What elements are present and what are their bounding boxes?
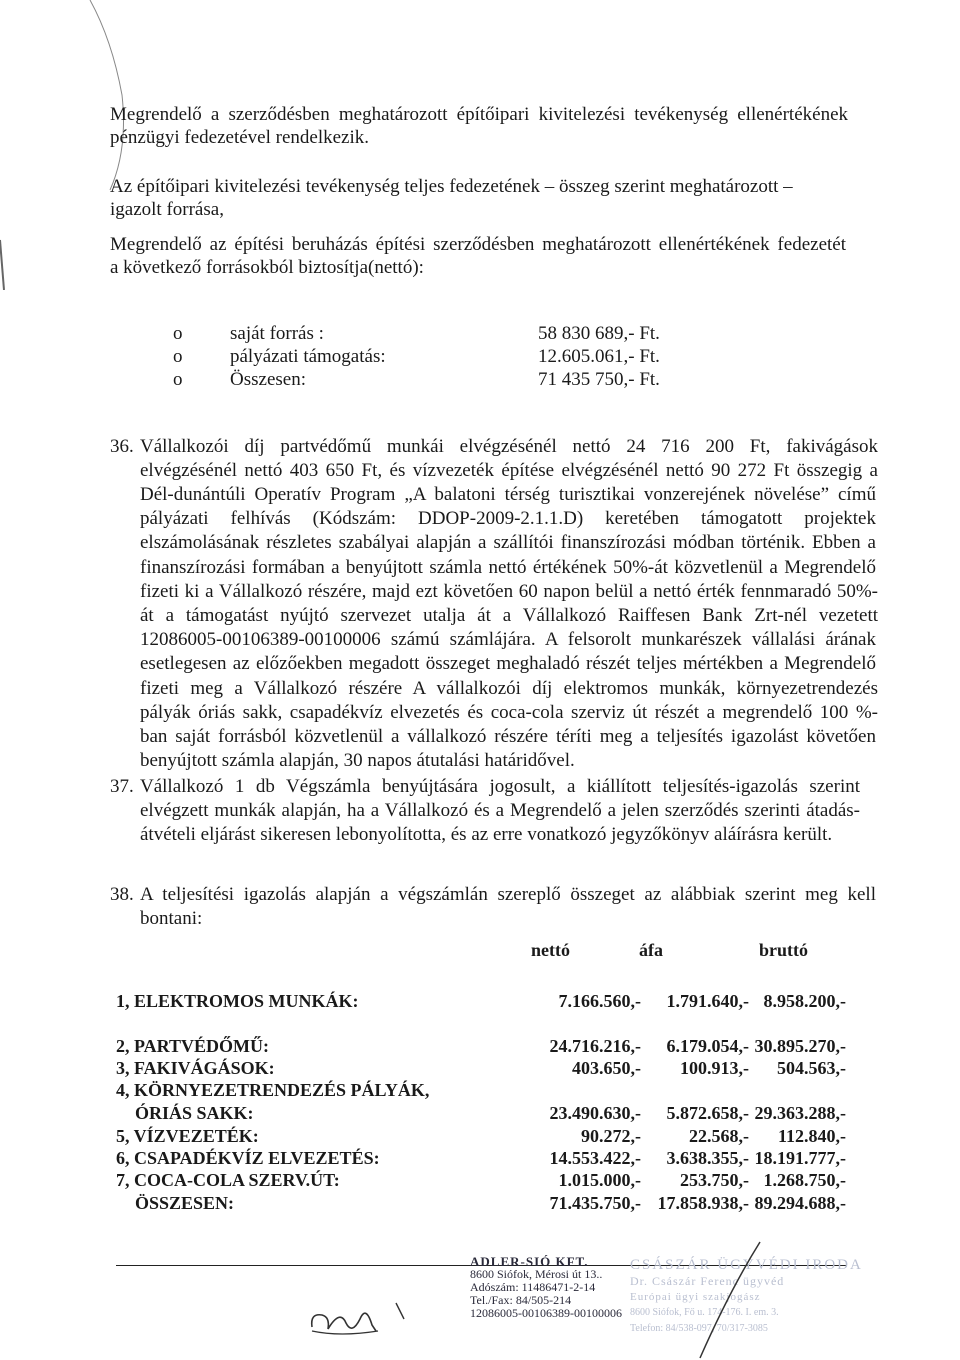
paragraph-line: bontani: [140, 908, 203, 929]
stamp-company-name: ADLER-SIÓ KFT. [470, 1254, 589, 1269]
cell-net: 90.272,- [581, 1126, 641, 1146]
paragraph-line: fizeti meg a Vállalkozó részére A vállalkozói díj elektromos munkák, környezetrendezés [140, 678, 878, 699]
paragraph-line: 12086005-00106389-00100006 számú számlájára. A felsorolt munkarészek vállalási árának [140, 629, 876, 650]
row-label: 5, VÍZVEZETÉK: [116, 1126, 259, 1146]
table-row [116, 1147, 846, 1169]
cell-vat: 100.913,- [680, 1058, 749, 1078]
row-label: ÓRIÁS SAKK: [135, 1103, 254, 1123]
cell-gross: 504.563,- [777, 1058, 846, 1078]
table-row [116, 1169, 846, 1191]
paragraph-line: Dél-dunántúli Operatív Program „A balatoni térség turisztikai vonzerejének növelése” című [140, 484, 876, 505]
paragraph-line: benyújtott számla alapján, 30 napos átutalási határidővel. [140, 750, 575, 771]
cell-net: 1.015.000,- [558, 1170, 641, 1190]
intro-line-3: Az építőipari kivitelezési tevékenység teljes fedezetének – összeg szerint meghatározott – [110, 176, 793, 197]
table-row [116, 990, 846, 1012]
cell-gross: 1.268.750,- [763, 1170, 846, 1190]
table-row [116, 1102, 846, 1124]
intro-line-5: Megrendelő az építési beruházás építési szerződésben meghatározott ellenértékének fedezetét [110, 234, 846, 255]
table-row [116, 1057, 846, 1079]
intro-line-2: pénzügyi fedezetével rendelkezik. [110, 127, 369, 148]
source-value: 71 435 750,- Ft. [538, 369, 660, 390]
table-total-row [116, 1192, 846, 1214]
row-label: 3, FAKIVÁGÁSOK: [116, 1058, 275, 1078]
bullet-icon: o [173, 369, 183, 390]
header-net: nettó [531, 940, 570, 960]
cell-vat: 6.179.054,- [666, 1036, 749, 1056]
header-gross: bruttó [759, 940, 808, 960]
intro-line-1: Megrendelő a szerződésben meghatározott építőipari kivitelezési tevékenység ellenértékének [110, 104, 848, 125]
cell-gross: 29.363.288,- [754, 1103, 846, 1123]
paragraph-line: átvételi eljárást sikeresen lebonyolította, és az erre vonatkozó jegyzőkönyv aláírásra került. [140, 824, 833, 845]
stamp-account: 12086005-00106389-00100006 [470, 1306, 622, 1320]
paragraph-line: ban saját forrásból közvetlenül a vállalkozó részére téríti meg a teljesítés igazolást követően [140, 726, 876, 747]
cell-gross: 30.895.270,- [754, 1036, 846, 1056]
intro-line-4: igazolt forrása, [110, 199, 224, 220]
lawyer-stamp-name: Dr. Császár Ferenc ügyvéd [630, 1274, 785, 1288]
intro-line-6: a következő forrásokból biztosítja(nettó): [110, 257, 424, 278]
paragraph-line: fizeti ki a Vállalkozó részére, majd ezt követően 60 napon belül a nettó érték fennmaradó 50%- [140, 581, 878, 602]
lawyer-stamp-phone: Telefon: 84/538-097, 70/317-3085 [630, 1323, 768, 1334]
table-row [116, 1035, 846, 1057]
paragraph-line: elvégzésénél nettó 403 650 Ft, és vízvezeték építése elvégzésénél nettó 90 272 Ft összegig a [140, 460, 878, 481]
row-label: ÖSSZESEN: [135, 1193, 235, 1213]
lawyer-stamp-role: Európai ügyi szakjogász [630, 1291, 761, 1303]
cell-net: 23.490.630,- [549, 1103, 641, 1123]
company-stamp [450, 1255, 870, 1350]
cell-gross: 8.958.200,- [763, 991, 846, 1011]
row-label: 1, ELEKTROMOS MUNKÁK: [116, 991, 359, 1011]
source-value: 58 830 689,- Ft. [538, 323, 660, 344]
paragraph-line: pályázati felhívás (Kódszám: DDOP-2009-2.1.1.D) keretében támogatott projektek [140, 508, 876, 529]
bullet-icon: o [173, 323, 183, 344]
cell-vat: 17.858.938,- [657, 1193, 749, 1213]
cell-net: 7.166.560,- [558, 991, 641, 1011]
row-label: 4, KÖRNYEZETRENDEZÉS PÁLYÁK, [116, 1080, 430, 1100]
paragraph-number: 38. [110, 884, 134, 905]
paragraph-line: Vállalkozói díj partvédőmű munkái elvégzésénél nettó 24 716 200 Ft, fakivágások [140, 436, 878, 457]
bullet-icon: o [173, 346, 183, 367]
stamp-phone: Tel./Fax: 84/505-214 [470, 1293, 572, 1307]
row-label: 7, COCA-COLA SZERV.ÚT: [116, 1170, 340, 1190]
lawyer-stamp-title: CSÁSZÁR ÜGYVÉDI IRODA [630, 1257, 863, 1273]
paragraph-line: pályák óriás sakk, csapadékvíz elvezetés és coca-cola szerviz út részét a megrendelő 100 %- [140, 702, 878, 723]
cell-gross: 112.840,- [777, 1126, 846, 1146]
table-row [116, 1125, 846, 1147]
cell-net: 14.553.422,- [549, 1148, 641, 1168]
cell-gross: 89.294.688,- [754, 1193, 846, 1213]
company-stamp-text [470, 1255, 622, 1320]
row-label: 2, PARTVÉDŐMŰ: [116, 1036, 270, 1056]
cell-vat: 3.638.355,- [666, 1148, 749, 1168]
source-label: pályázati támogatás: [230, 346, 386, 367]
paragraph-line: elvégzett munkák alapján, ha a Vállalkozó és a Megrendelő a jelen szerződés szerinti átadás- [140, 800, 860, 821]
handwritten-signature [300, 1275, 440, 1345]
paragraph-line: át a támogatást nyújtó szervezet utalja át a Vállalkozó Raiffesen Bank Zrt-nél vezetett [140, 605, 878, 626]
cell-net: 24.716.216,- [549, 1036, 641, 1056]
source-value: 12.605.061,- Ft. [538, 346, 660, 367]
source-label: saját forrás : [230, 323, 324, 344]
cell-net: 71.435.750,- [549, 1193, 641, 1213]
stamp-address: 8600 Siófok, Mérosi út 13.. [470, 1267, 603, 1281]
cell-vat: 22.568,- [689, 1126, 749, 1146]
paragraph-number: 37. [110, 776, 134, 797]
cell-vat: 5.872.658,- [666, 1103, 749, 1123]
paragraph-line: esetlegesen az előzőekben megadott összeget meghaladó részét teljes mértékben a Megrendelő [140, 653, 876, 674]
header-vat: áfa [639, 940, 663, 960]
paragraph-line: Vállalkozó 1 db Végszámla benyújtására jogosult, a kiállított teljesítés-igazolás szerint [140, 776, 860, 797]
paragraph-number: 36. [110, 436, 134, 457]
row-label: 6, CSAPADÉKVÍZ ELVEZETÉS: [116, 1148, 380, 1168]
paragraph-line: elszámolásának részletes szabályai alapján a szállítói finanszírozási módban történik. Ebben a [140, 532, 876, 553]
paragraph-line: finanszírozási formában a benyújtott számla nettó értékének 50%-át közvetlenül a Megrendelő [140, 557, 876, 578]
cell-net: 403.650,- [572, 1058, 641, 1078]
table-row [116, 1079, 846, 1101]
signature-stroke [690, 1240, 770, 1360]
cell-vat: 1.791.640,- [666, 991, 749, 1011]
cell-vat: 253.750,- [680, 1170, 749, 1190]
paragraph-line: A teljesítési igazolás alapján a végszámlán szereplő összeget az alábbiak szerint meg kell [140, 884, 876, 905]
lawyer-stamp-address: 8600 Siófok, Fő u. 174-176. I. em. 3. [630, 1307, 779, 1318]
stamp-tax-number: Adószám: 11486471-2-14 [470, 1280, 596, 1294]
cell-gross: 18.191.777,- [754, 1148, 846, 1168]
source-label: Összesen: [230, 369, 306, 390]
